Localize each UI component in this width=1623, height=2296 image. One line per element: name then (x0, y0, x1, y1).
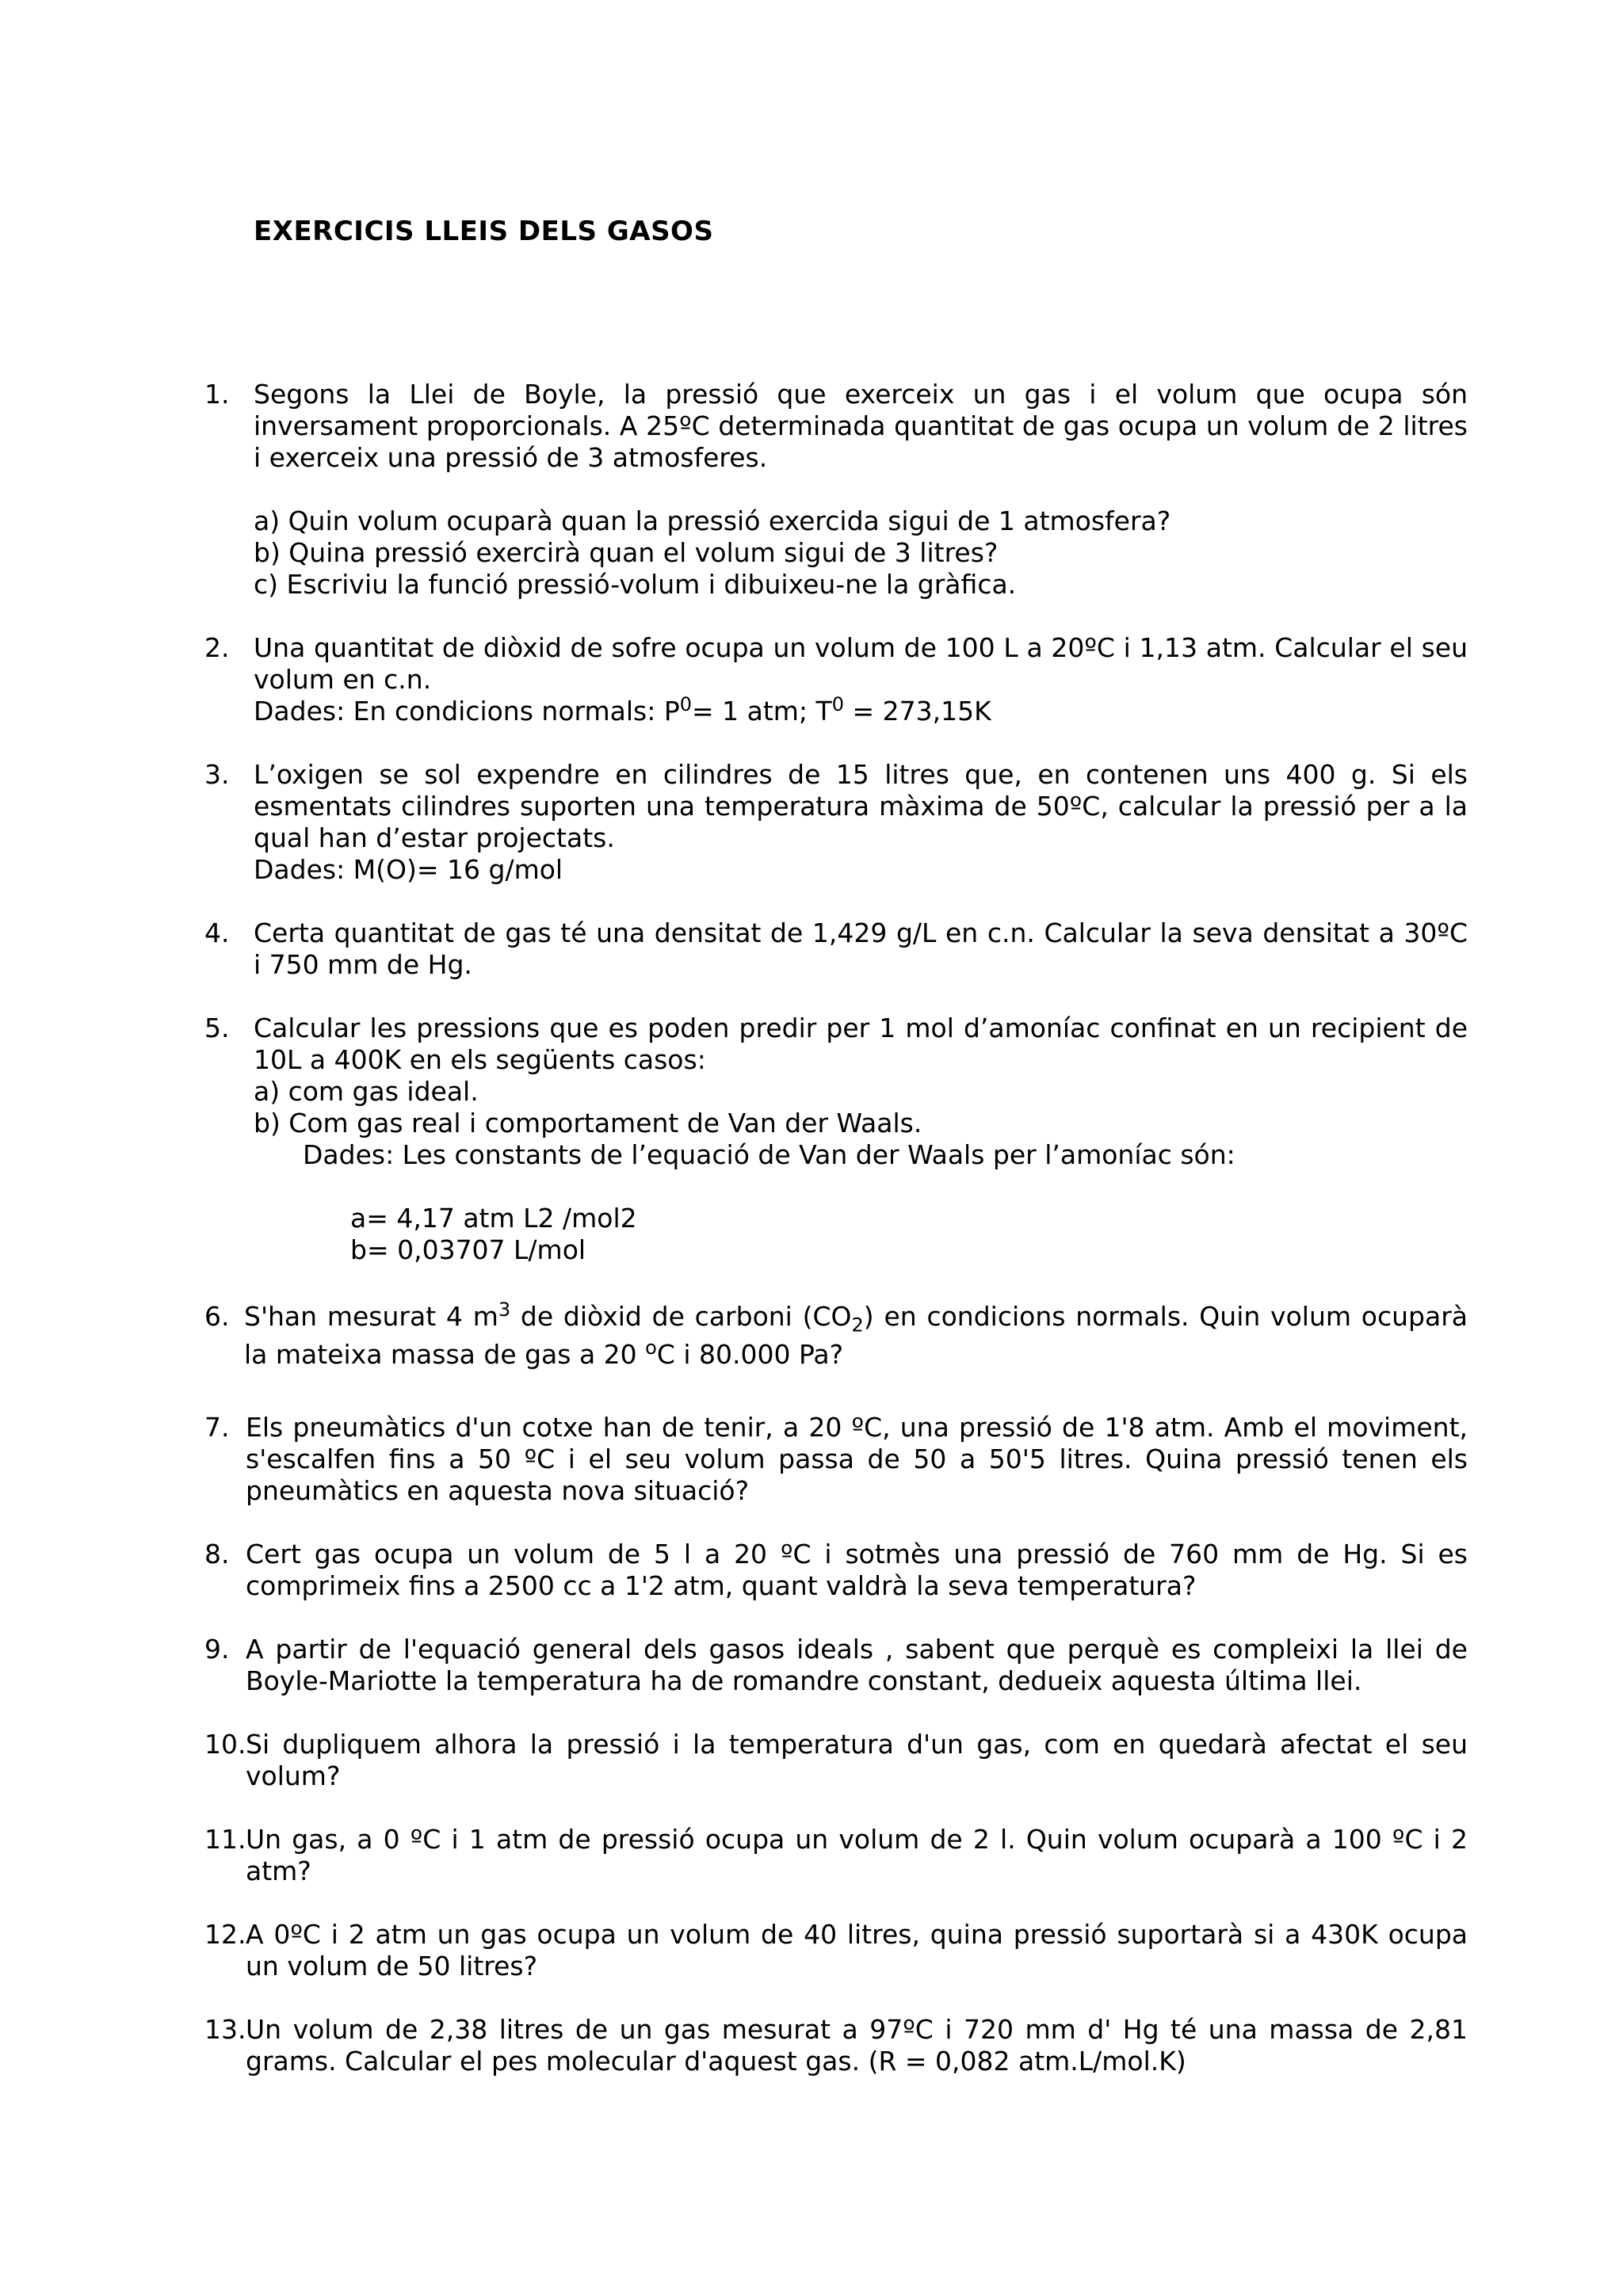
question-number: 6. (204, 1301, 230, 1332)
question-text: S'han mesurat 4 $m^3$ de diòxid de carboni $(CO_2)$ en condicions normals. Quin volum ocuparà la mateixa massa de gas a 20 $^o$C i 80.000 Pa? (244, 1299, 1468, 1370)
page-title: EXERCICIS LLEIS DELS GASOS (254, 215, 714, 247)
question-number: 7. (204, 1412, 230, 1443)
question-text: A 0ºC i 2 atm un gas ocupa un volum de 40 litres, quina pressió suportarà si a 430K ocupa un volum de 50 litres? (246, 1919, 1468, 1981)
subquestion-c: c) Escriviu la funció pressió-volum i dibuixeu-ne la gràfica. (254, 569, 1017, 600)
coefficient-b: b= 0,03707 L/mol (350, 1234, 586, 1265)
question-text: Els pneumàtics d'un cotxe han de tenir, a 20 ºC, una pressió de 1'8 atm. Amb el moviment, s'escalfen fins a 50 ºC i el seu volum passa de 50 a 50'5 litres. Quina pressió tenen els pneumàtics en aquesta nova situació? (246, 1412, 1468, 1506)
question-text: Si dupliquem alhora la pressió i la temperatura d'un gas, com en quedarà afectat el seu volum? (246, 1729, 1468, 1791)
question-13 (204, 2014, 1468, 2077)
question-6 (204, 1298, 1468, 1374)
question-text: L’oxigen se sol expendre en cilindres de 15 litres que, en contenen uns 400 g. Si els esmentats cilindres suporten una temperatura màxima de 50ºC, calcular la pressió per a la qual han d’estar projectats. (254, 759, 1468, 853)
question-4 (204, 917, 1468, 981)
question-8 (204, 1539, 1468, 1602)
subquestion-a: a) Quin volum ocuparà quan la pressió exercida sigui de 1 atmosfera? (254, 505, 1171, 536)
question-number: 9. (204, 1634, 230, 1665)
question-9 (204, 1634, 1468, 1697)
question-text: Un volum de 2,38 litres de un gas mesurat a 97ºC i 720 mm d' Hg té una massa de 2,81 grams. Calcular el pes molecular d'aquest gas. (R = 0,082 atm.L/mol.K) (246, 2014, 1468, 2077)
question-10 (204, 1729, 1468, 1792)
question-number: 13. (204, 2014, 246, 2045)
question-number: 3. (204, 759, 230, 790)
question-number: 10. (204, 1729, 246, 1760)
question-number: 12. (204, 1919, 246, 1950)
question-1 (204, 379, 1468, 601)
question-text: Certa quantitat de gas té una densitat de 1,429 g/L en c.n. Calcular la seva densitat a 30ºC i 750 mm de Hg. (254, 917, 1468, 980)
question-data: Dades: M(O)= 16 g/mol (254, 854, 563, 885)
question-number: 11. (204, 1824, 246, 1855)
question-data: Dades: Les constants de l’equació de Van der Waals per l’amoníac són: (303, 1139, 1235, 1170)
question-number: 1. (204, 379, 230, 410)
question-number: 2. (204, 632, 230, 663)
question-text: Una quantitat de diòxid de sofre ocupa un volum de 100 L a 20ºC i 1,13 atm. Calcular el seu volum en c.n. (254, 632, 1468, 695)
question-7 (204, 1412, 1468, 1507)
question-data: Dades: En condicions normals: $P^0= 1$ atm; $T^0 = 273,15K$ (254, 693, 991, 727)
question-text: Un gas, a 0 ºC i 1 atm de pressió ocupa un volum de 2 l. Quin volum ocuparà a 100 ºC i 2 atm? (246, 1824, 1468, 1886)
question-3 (204, 759, 1468, 886)
question-number: 8. (204, 1539, 230, 1569)
coefficient-a: a= 4,17 atm L2 /mol2 (350, 1203, 637, 1234)
subquestion-a: a) com gas ideal. (254, 1076, 479, 1107)
question-number: 5. (204, 1013, 230, 1043)
subquestion-b: b) Com gas real i comportament de Van der Waals. (254, 1108, 922, 1138)
question-12 (204, 1919, 1468, 1982)
question-text: Cert gas ocupa un volum de 5 l a 20 ºC i sotmès una pressió de 760 mm de Hg. Si es comprimeix fins a 2500 cc a 1'2 atm, quant valdrà la seva temperatura? (246, 1539, 1468, 1601)
subquestion-b: b) Quina pressió exercirà quan el volum sigui de 3 litres? (254, 537, 999, 568)
question-text: Calcular les pressions que es poden predir per 1 mol d’amoníac confinat en un recipient de 10L a 400K en els següents casos: (254, 1013, 1468, 1075)
question-number: 4. (204, 917, 230, 948)
question-11 (204, 1824, 1468, 1887)
question-text: A partir de l'equació general dels gasos ideals , sabent que perquè es compleixi la llei de Boyle-Mariotte la temperatura ha de romandre constant, dedueix aquesta última llei. (246, 1634, 1468, 1696)
question-5 (204, 1013, 1468, 1266)
question-2 (204, 632, 1468, 727)
question-text: Segons la Llei de Boyle, la pressió que exerceix un gas i el volum que ocupa són inversament proporcionals. A 25ºC determinada quantitat de gas ocupa un volum de 2 litres i exerceix una pressió de 3 atmosferes. (254, 379, 1468, 473)
